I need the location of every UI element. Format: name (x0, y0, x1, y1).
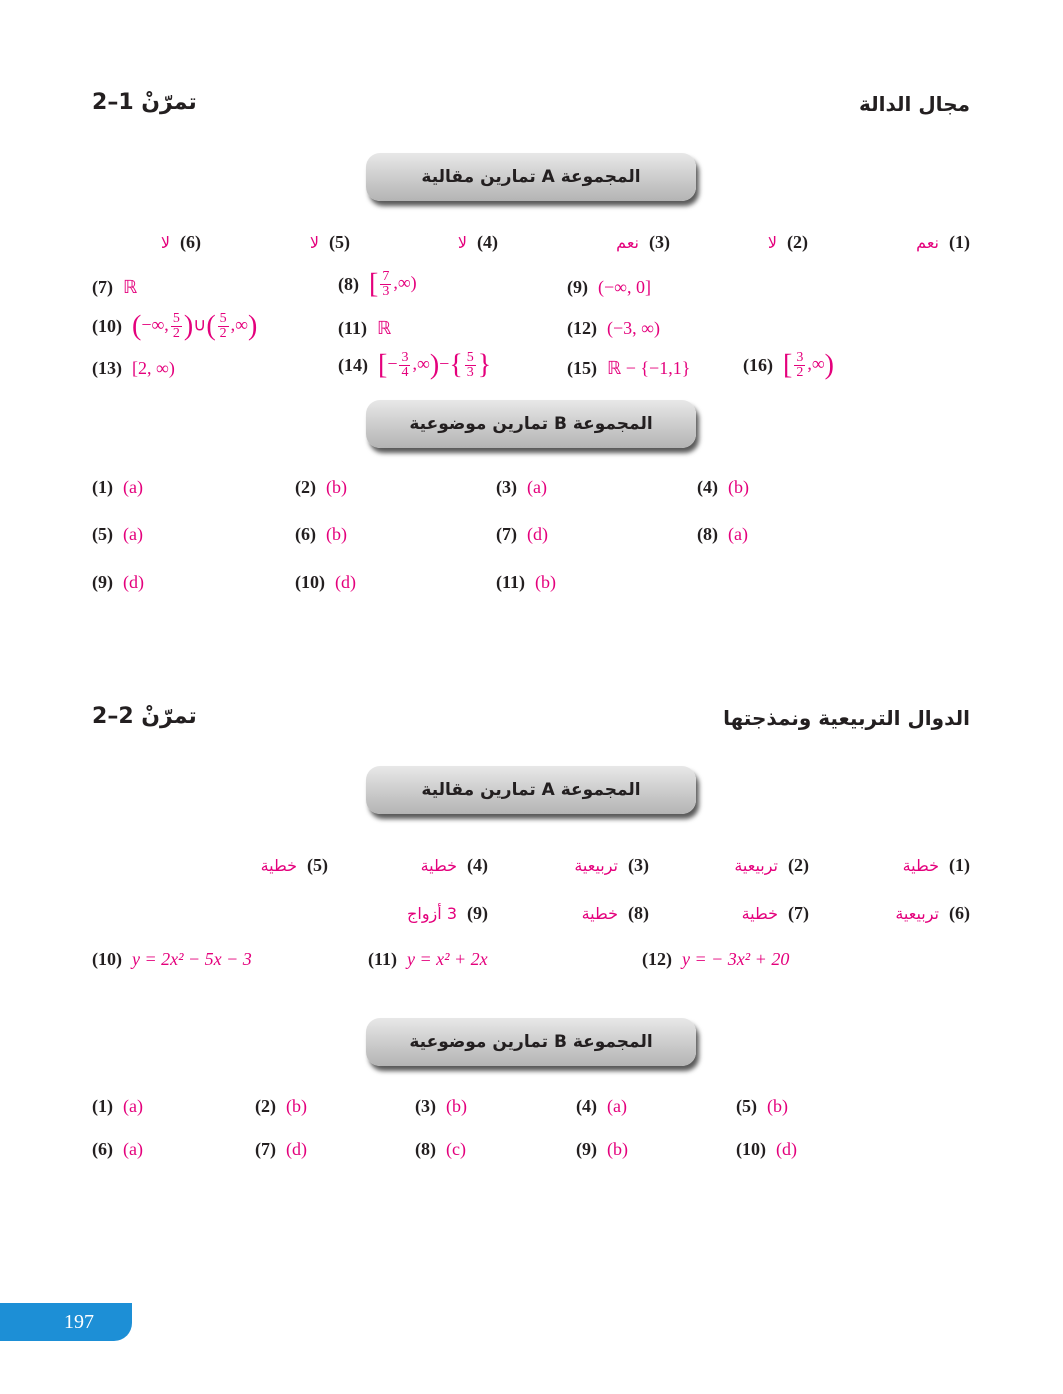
answer-item-8: (8) [ $\frac{7}{3}$ ,∞) (338, 268, 417, 300)
mcq-item: (1) (a) (92, 1096, 143, 1116)
mcq-item: (10) (d) (295, 572, 356, 592)
group-a-banner-1: المجموعة A تمارين مقالية (366, 153, 696, 201)
mcq-item: (5) (a) (92, 524, 143, 544)
mcq-item: (8) (a) (697, 524, 748, 544)
section-title-1: مجال الدالة (858, 92, 970, 116)
mcq-item: (11) (b) (496, 572, 556, 592)
mcq-item: (3) (a) (496, 477, 547, 497)
answer-item: (1) نعم (916, 232, 970, 252)
answer-item-9: (9) (−∞, 0] (567, 277, 651, 297)
mcq-item: (5) (b) (736, 1096, 788, 1116)
group-b-banner-2: المجموعة B تمارين موضوعية (366, 1018, 696, 1066)
answer-item-10: (10) (−∞, $\frac{5}{2}$ )∪( $\frac{5}{2}$ ,∞) (92, 310, 258, 342)
page-number: 197 (64, 1310, 94, 1333)
group-b-banner-1: المجموعة B تمارين موضوعية (366, 400, 696, 448)
answer-item: (2) تربيعية (734, 855, 809, 875)
answer-item: (5) لا (309, 232, 350, 252)
answer-item-13: (13) [2, ∞) (92, 358, 175, 378)
answer-item: (8) خطية (581, 903, 649, 923)
mcq-item: (2) (b) (295, 477, 347, 497)
mcq-item: (7) (d) (496, 524, 548, 544)
mcq-item: (10) (d) (736, 1139, 797, 1159)
page-number-badge (0, 1303, 132, 1341)
answer-item: (2) لا (767, 232, 808, 252)
group-a-banner-2: المجموعة A تمارين مقالية (366, 766, 696, 814)
answer-item-7: (7) ℝ (92, 277, 138, 297)
mcq-item: (9) (b) (576, 1139, 628, 1159)
mcq-item: (6) (a) (92, 1139, 143, 1159)
equation-item: (11) y = x² + 2x (368, 949, 488, 969)
equation-item: (10) y = 2x² − 5x − 3 (92, 949, 252, 969)
mcq-item: (2) (b) (255, 1096, 307, 1116)
answer-item: (9) 3 أزواج (407, 903, 488, 923)
mcq-item: (6) (b) (295, 524, 347, 544)
mcq-item: (4) (b) (697, 477, 749, 497)
answer-item-14: (14) [− $\frac{3}{4}$ ,∞)−{ $\frac{5}{3}$ } (338, 349, 492, 381)
mcq-item: (1) (a) (92, 477, 143, 497)
mcq-item: (8) (c) (415, 1139, 466, 1159)
answer-item: (6) لا (160, 232, 201, 252)
answer-item-15: (15) ℝ − {−1,1} (567, 358, 691, 378)
mcq-item: (3) (b) (415, 1096, 467, 1116)
exercise-title-1: تمرّنْ 1–2 (92, 90, 197, 115)
answer-item: (3) نعم (616, 232, 670, 252)
answer-item: (5) خطية (260, 855, 328, 875)
answer-item: (4) لا (457, 232, 498, 252)
mcq-item: (4) (a) (576, 1096, 627, 1116)
mcq-item: (9) (d) (92, 572, 144, 592)
answer-item: (4) خطية (420, 855, 488, 875)
answer-item: (1) خطية (902, 855, 970, 875)
section-title-2: الدوال التربيعية ونمذجتها (723, 706, 970, 730)
equation-item: (12) y = − 3x² + 20 (642, 949, 790, 969)
answer-item-16: (16) [ $\frac{3}{2}$ ,∞) (743, 349, 834, 381)
answer-item: (3) تربيعية (574, 855, 649, 875)
mcq-item: (7) (d) (255, 1139, 307, 1159)
answer-item: (7) خطية (741, 903, 809, 923)
answer-item: (6) تربيعية (895, 903, 970, 923)
answer-item-11: (11) ℝ (338, 318, 392, 338)
answer-item-12: (12) (−3, ∞) (567, 318, 660, 338)
exercise-title-2: تمرّنْ 2–2 (92, 704, 197, 729)
